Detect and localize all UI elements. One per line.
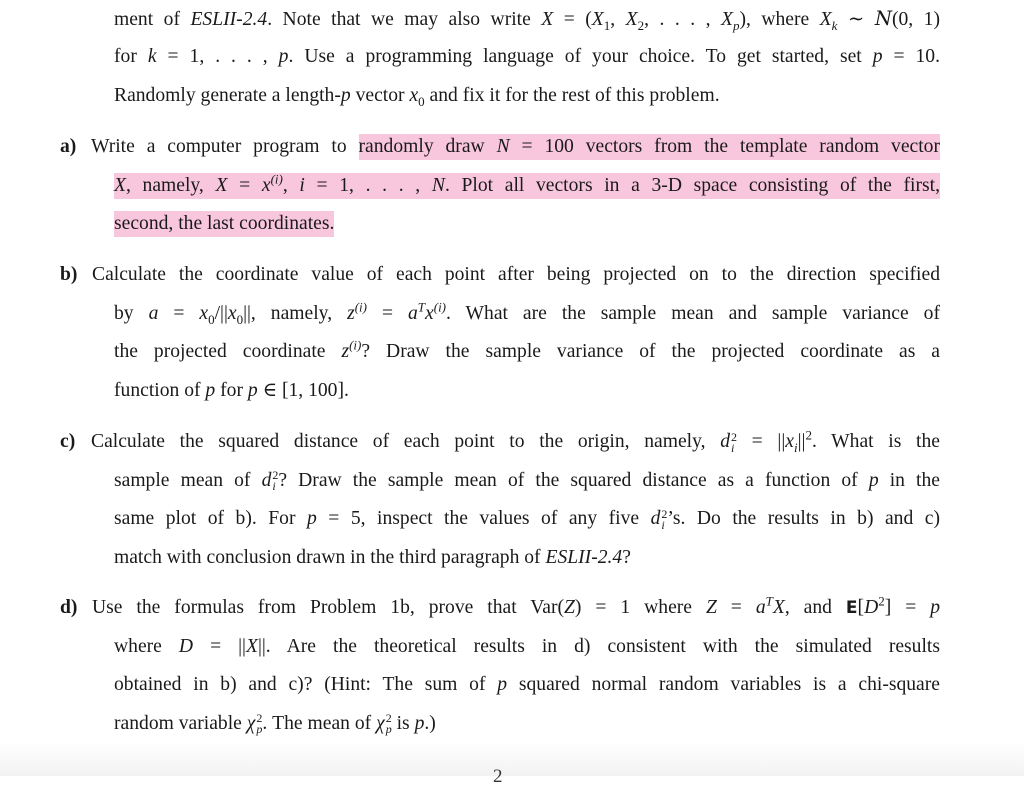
item-label: a) (60, 136, 77, 157)
highlighted-text: X, namely, $X = x^{(i)}$, i = 1, . . . , N. Plot all vectors in a 3-D space consisting of the first, (114, 173, 940, 199)
item-line: random variable χ 2 p . The mean of χ 2 p is p.) (114, 711, 436, 736)
page-number: 2 (493, 766, 503, 787)
intro-line: Randomly generate a length-p vector $x_0$ and fix it for the rest of this problem. (114, 85, 720, 109)
item-line: where D = ||X||. Are the theoretical results in d) consistent with the simulated results (114, 635, 940, 657)
item-line: by $a = x_0/||x_0||$, namely, $z^{(i)} = a^Tx^{(i)}$. What are the sample mean and sample variance of (114, 298, 940, 327)
intro-line: for k = 1, . . . , p. Use a programming language of your choice. To get started, set p = 10. (114, 46, 940, 67)
page-bottom-edge (0, 742, 1024, 776)
item-label: b) (60, 264, 78, 285)
item-line (114, 170, 940, 198)
item-label: c) (60, 431, 76, 452)
item-line: same plot of b). For p = 5, inspect the values of any five d 2 i ’s. Do the results in b) and c) (114, 506, 940, 532)
item-line: sample mean of d 2 i ? Draw the sample mean of the squared distance as a function of p in the (114, 468, 940, 493)
item-line (114, 212, 940, 236)
highlighted-text: second, the last coordinates. (114, 211, 334, 237)
intro-line: ment of ESLII-2.4. Note that we may also write $X = (X_1$, $X_2$, . . . , $X_p$), where $X_k$ ∼ N(0, 1) (114, 7, 941, 33)
item-line: Use the formulas from Problem 1b, prove that Var(Z) = 1 where $Z = a^TX$, and $E[D^2] = p$ (92, 593, 940, 618)
item-line: obtained in b) and c)? (Hint: The sum of p squared normal random variables is a chi-square (114, 674, 940, 695)
item-line: Calculate the coordinate value of each point after being projected on to the direction specified (92, 264, 940, 285)
item-line: match with conclusion drawn in the third paragraph of ESLII-2.4? (114, 546, 631, 568)
item-label: d) (60, 597, 78, 618)
item-line: function of p for p ∈ [1, 100]. (114, 379, 349, 401)
highlighted-text: randomly draw N = 100 vectors from the template random vector (359, 134, 940, 160)
item-line: Calculate the squared distance of each point to the origin, namely, d 2 i = $||x_i||^2$. What is the (91, 427, 940, 455)
item-line: Write a computer program to randomly draw N = 100 vectors from the template random vector (91, 135, 940, 159)
item-line: the projected coordinate $z^{(i)}$? Draw the sample variance of the projected coordinate as a (114, 337, 940, 362)
